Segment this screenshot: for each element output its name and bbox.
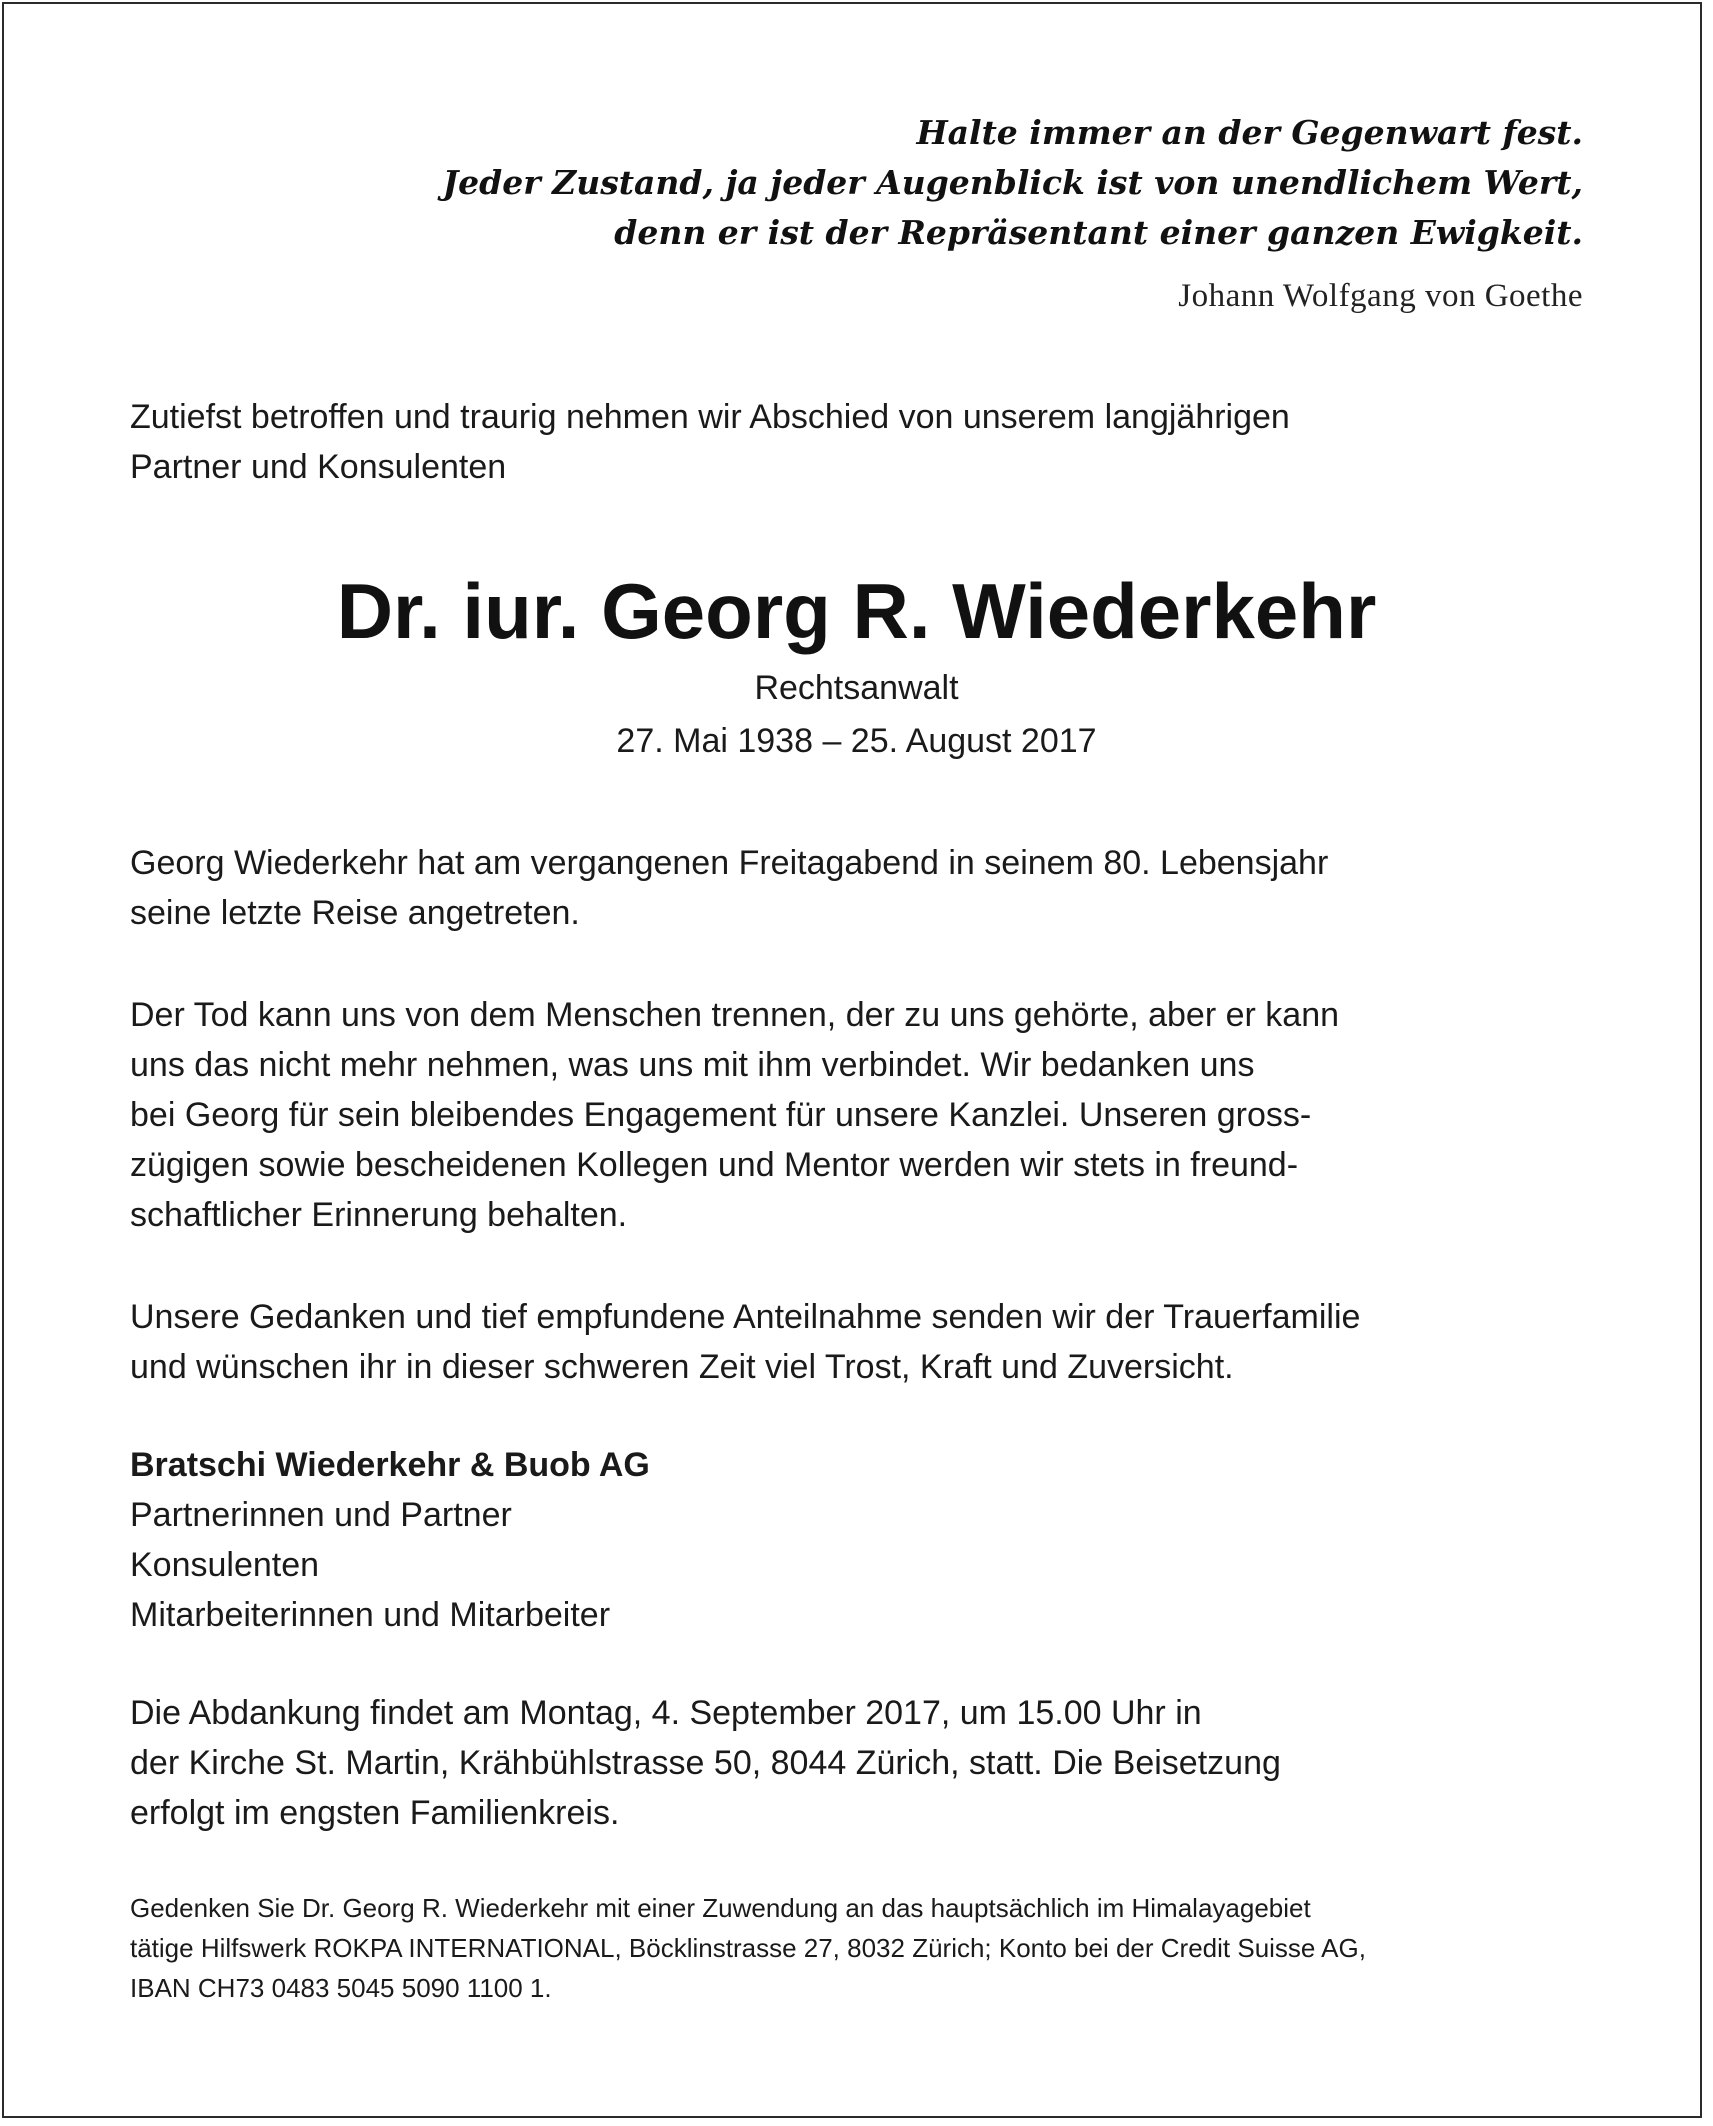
firm-name: Bratschi Wiederkehr & Buob AG (130, 1446, 650, 1484)
funeral-service-info (130, 1688, 1600, 1838)
firm-signature (130, 1440, 1600, 1640)
deceased-name: Dr. iur. Georg R. Wiederkehr (336, 567, 1377, 655)
goethe-quote (183, 108, 1583, 258)
paragraph-line: seine letzte Reise angetreten. (130, 894, 580, 932)
donation-line: Gedenken Sie Dr. Georg R. Wiederkehr mit einer Zuwendung an das hauptsächlich im Himalayagebiet (130, 1893, 1311, 1923)
intro-line: Partner und Konsulenten (130, 448, 507, 486)
service-line: der Kirche St. Martin, Krähbühlstrasse 50, 8044 Zürich, statt. Die Beisetzung (130, 1744, 1281, 1782)
intro-line: Zutiefst betroffen und traurig nehmen wir Abschied von unserem langjährigen (130, 398, 1290, 436)
deceased-profession: Rechtsanwalt (754, 669, 959, 707)
life-dates: 27. Mai 1938 – 25. August 2017 (616, 722, 1097, 760)
firm-line: Mitarbeiterinnen und Mitarbeiter (130, 1596, 611, 1634)
paragraph-line: Georg Wiederkehr hat am vergangenen Freitagabend in seinem 80. Lebensjahr (130, 844, 1329, 882)
paragraph-passing (130, 838, 1600, 938)
firm-line: Konsulenten (130, 1546, 320, 1584)
paragraph-line: bei Georg für sein bleibendes Engagement für unsere Kanzlei. Unseren gross- (130, 1096, 1312, 1134)
quote-author: Johann Wolfgang von Goethe (1178, 278, 1583, 314)
firm-line: Partnerinnen und Partner (130, 1496, 512, 1534)
paragraph-line: und wünschen ihr in dieser schweren Zeit viel Trost, Kraft und Zuversicht. (130, 1348, 1234, 1386)
quote-line: Jeder Zustand, ja jeder Augenblick ist von unendlichem Wert, (442, 163, 1583, 202)
donation-line: tätige Hilfswerk ROKPA INTERNATIONAL, Böcklinstrasse 27, 8032 Zürich; Konto bei der Credit Suisse AG, (130, 1933, 1366, 1963)
intro-paragraph (130, 392, 1600, 492)
donation-note (130, 1888, 1610, 2008)
quote-line: Halte immer an der Gegenwart fest. (916, 113, 1583, 152)
donation-line: IBAN CH73 0483 5045 5090 1100 1. (130, 1973, 552, 2003)
paragraph-tribute (130, 990, 1600, 1240)
paragraph-line: schaftlicher Erinnerung behalten. (130, 1196, 628, 1234)
paragraph-line: zügigen sowie bescheidenen Kollegen und Mentor werden wir stets in freund- (130, 1146, 1299, 1184)
service-line: Die Abdankung findet am Montag, 4. September 2017, um 15.00 Uhr in (130, 1694, 1202, 1732)
paragraph-condolences (130, 1292, 1600, 1392)
quote-line: denn er ist der Repräsentant einer ganzen Ewigkeit. (614, 213, 1583, 252)
paragraph-line: Unsere Gedanken und tief empfundene Anteilnahme senden wir der Trauerfamilie (130, 1298, 1361, 1336)
paragraph-line: uns das nicht mehr nehmen, was uns mit ihm verbindet. Wir bedanken uns (130, 1046, 1255, 1084)
paragraph-line: Der Tod kann uns von dem Menschen trennen, der zu uns gehörte, aber er kann (130, 996, 1340, 1034)
service-line: erfolgt im engsten Familienkreis. (130, 1794, 620, 1832)
